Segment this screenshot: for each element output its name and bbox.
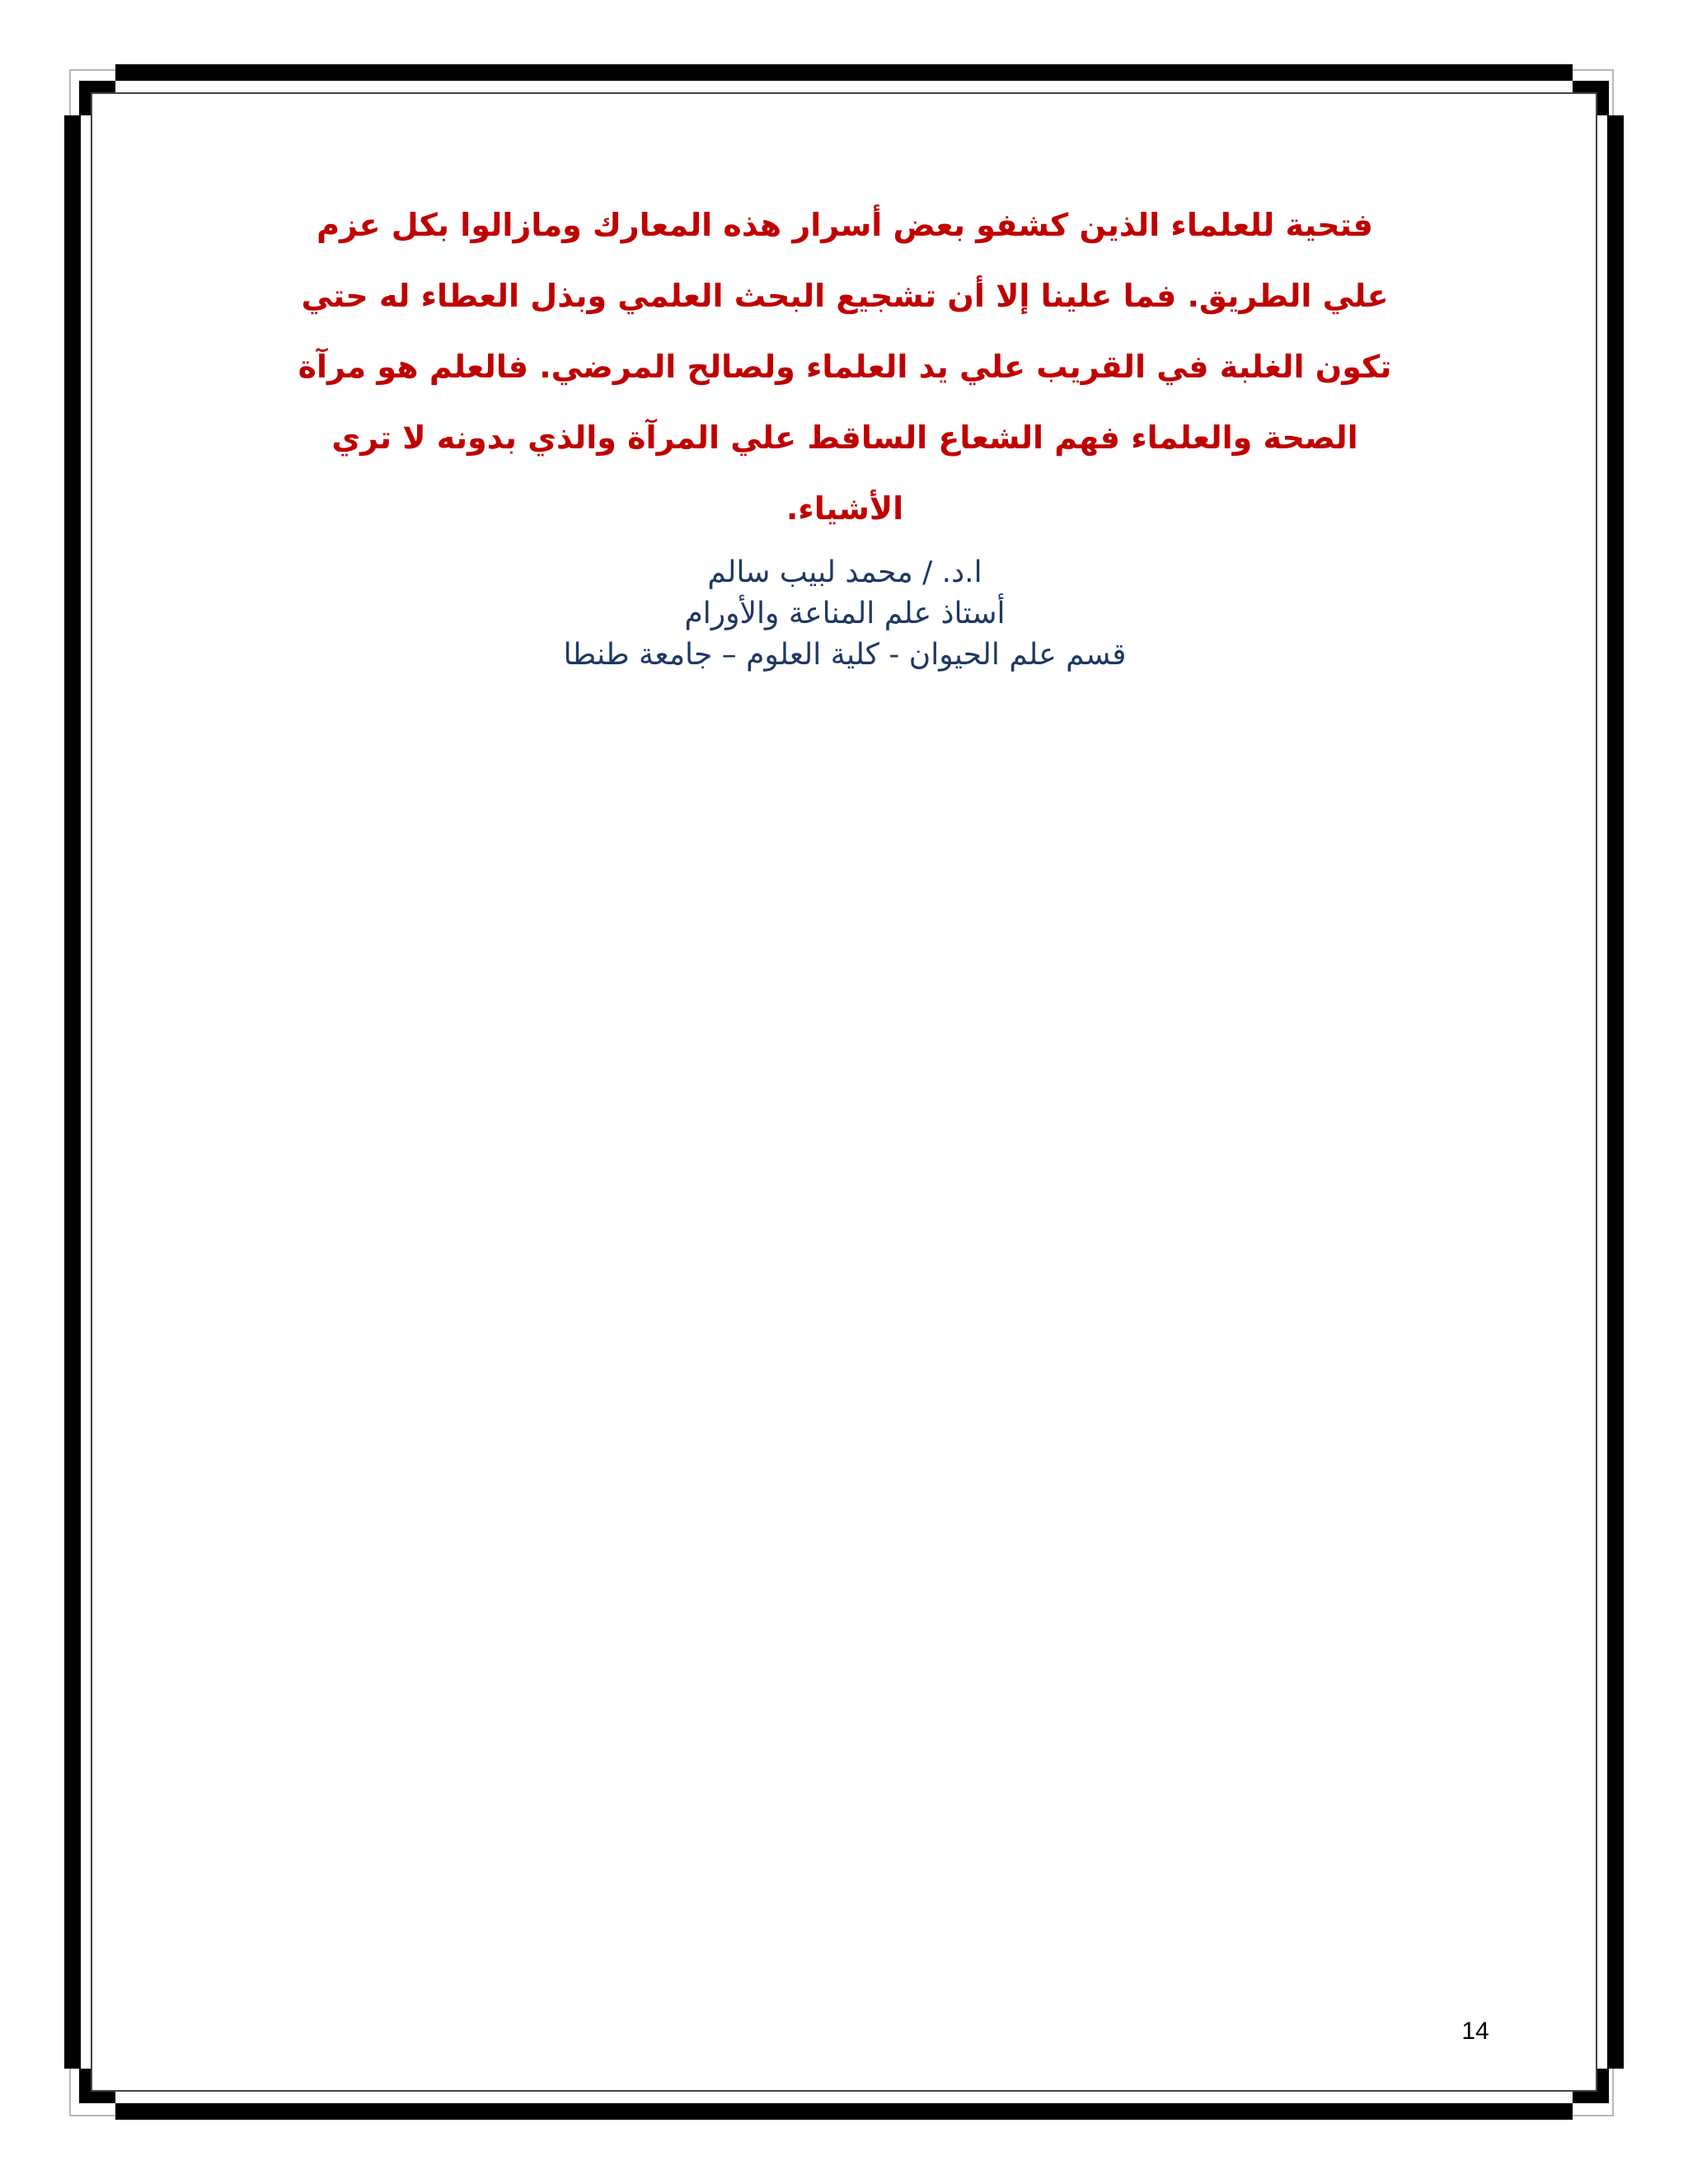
frame-bottom-bar [115,2103,1573,2120]
frame-corner-top-left [79,81,91,115]
frame-top-bar [115,64,1573,81]
frame-corner-top-right [1597,81,1609,115]
frame-corner-bottom-left [79,2069,91,2103]
signature-block [190,552,1500,676]
quote-line: فتحية للعلماء الذين كشفو بعض أسرار هذه المعارك ومازالوا بكل عزم [316,207,1373,243]
quote-paragraph [202,190,1488,544]
page-content [190,190,1500,676]
signature-name: ا.د. / محمد لبيب سالم [707,555,982,589]
page-number: 14 [1461,2018,1489,2045]
quote-line: تكون الغلبة في القريب علي يد العلماء ولصالح المرضي. فالعلم هو مرآة [298,349,1392,385]
quote-line: الأشياء. [785,490,904,527]
signature-title: أستاذ علم المناعة والأورام [684,597,1006,630]
frame-corner-bottom-right [1597,2069,1609,2103]
quote-line: الصحة والعلماء فهم الشعاع الساقط علي المرآة والذي بدونه لا تري [331,419,1358,456]
frame-left-bar [64,115,81,2069]
signature-department: قسم علم الحيوان - كلية العلوم – جامعة طنطا [563,638,1127,672]
quote-line: علي الطريق. فما علينا إلا أن تشجيع البحث العلمي وبذل العطاء له حتي [301,278,1389,314]
frame-right-bar [1607,115,1624,2069]
